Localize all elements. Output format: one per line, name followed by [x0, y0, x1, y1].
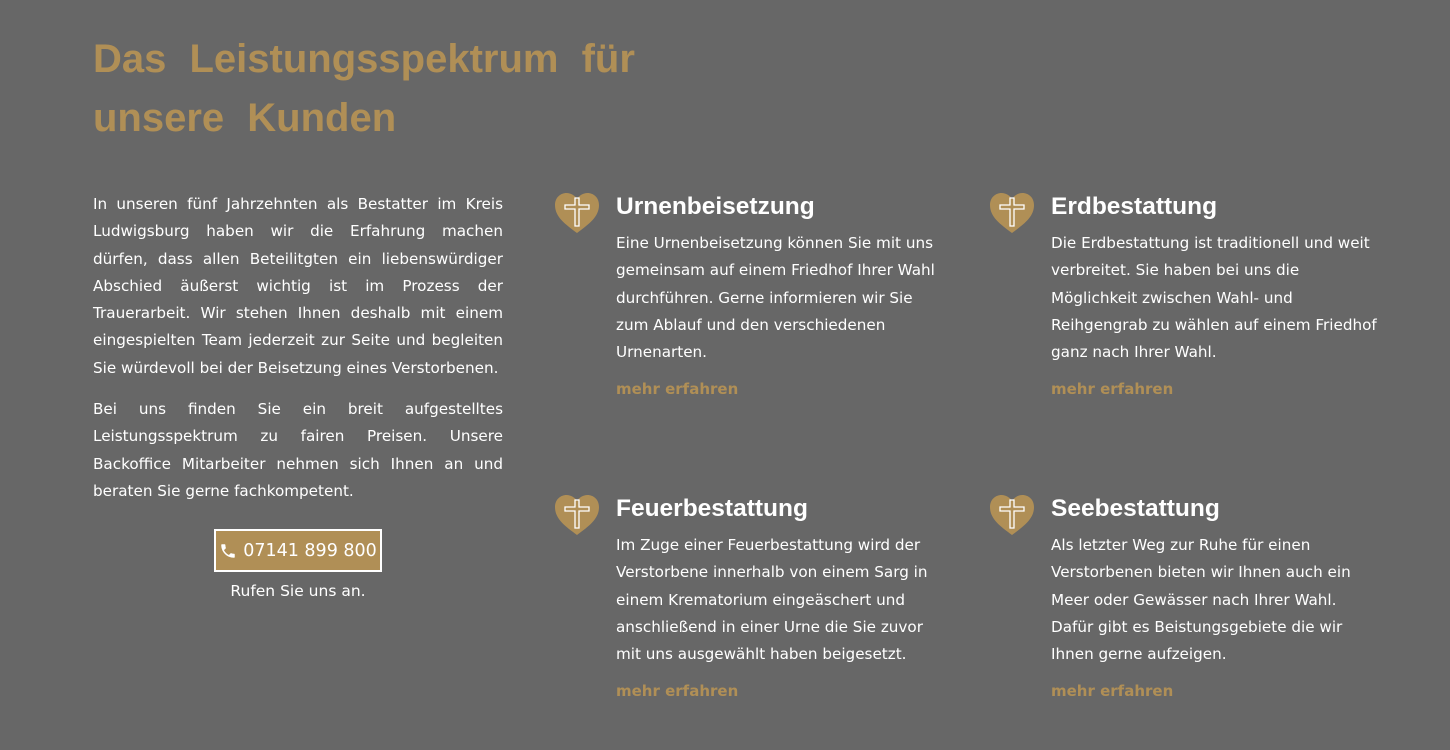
heart-cross-icon [990, 193, 1034, 233]
heart-cross-icon [990, 495, 1034, 535]
service-title: Seebestattung [1051, 495, 1220, 522]
service-description: Die Erdbestattung ist traditionell und weit verbreitet. Sie haben bei uns die Möglichkeit zwischen Wahl- und Reihgengrab zu wählen auf einem Friedhof ganz nach Ihrer Wahl. [1051, 234, 1377, 362]
more-link[interactable]: mehr erfahren [1051, 380, 1174, 399]
phone-number: 07141 899 800 [243, 540, 377, 561]
service-title: Erdbestattung [1051, 193, 1218, 220]
service-description: Im Zuge einer Feuerbestattung wird der Verstorbene innerhalb von einem Sarg in einem Krematorium eingeäschert und anschließend in einer Urne die Sie zuvor mit uns ausgewählt haben beigesetzt. [616, 536, 928, 664]
service-description: Als letzter Weg zur Ruhe für einen Verstorbenen bieten wir Ihnen auch ein Meer oder Gewässer nach Ihrer Wahl. Dafür gibt es Beistungsgebiete die wir Ihnen gerne aufzeigen. [1051, 536, 1351, 664]
section-title: Das Leistungsspektrum für unsere Kunden [93, 37, 635, 140]
service-title: Urnenbeisetzung [616, 193, 815, 220]
heart-cross-icon [555, 495, 599, 535]
service-title: Feuerbestattung [616, 495, 808, 522]
intro-paragraph: Bei uns finden Sie ein breit aufgestelltes Leistungsspektrum zu fairen Preisen. Unsere Backoffice Mitarbeiter nehmen sich Ihnen an und beraten Sie gerne fachkompetent. [93, 400, 503, 500]
service-description: Eine Urnenbeisetzung können Sie mit uns gemeinsam auf einem Friedhof Ihrer Wahl durchführen. Gerne informieren wir Sie zum Ablauf und den verschiedenen Urnenarten. [616, 234, 935, 362]
phone-icon [219, 542, 237, 560]
more-link[interactable]: mehr erfahren [616, 682, 739, 701]
more-link[interactable]: mehr erfahren [616, 380, 739, 399]
heart-cross-icon [555, 193, 599, 233]
more-link[interactable]: mehr erfahren [1051, 682, 1174, 701]
call-button[interactable] [214, 529, 382, 572]
intro-paragraph: In unseren fünf Jahrzehnten als Bestatter im Kreis Ludwigsburg haben wir die Erfahrung machen dürfen, dass allen Beteilitgten ein liebenswürdiger Abschied äußerst wichtig ist im Prozess der Trauerarbeit. Wir stehen Ihnen deshalb mit einem eingespielten Team jederzeit zur Seite und begleiten Sie würdevoll bei der Beisetzung eines Verstorbenen. [93, 195, 503, 377]
call-caption: Rufen Sie uns an. [230, 582, 366, 600]
intro-text [93, 191, 503, 519]
